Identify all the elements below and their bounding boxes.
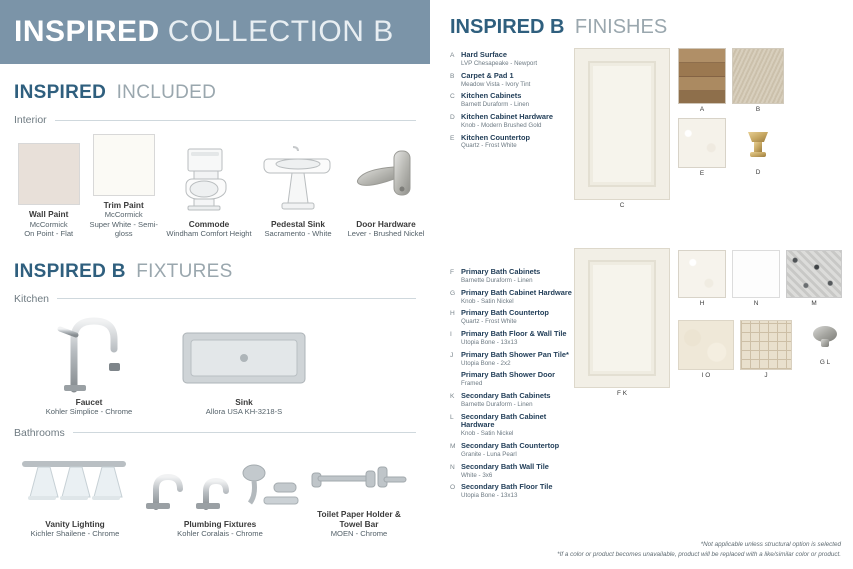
item-name: Vanity Lighting xyxy=(45,519,105,530)
item-name: Toilet Paper Holder & xyxy=(317,508,401,519)
item-wall-paint xyxy=(14,143,83,238)
lvp-swatch xyxy=(678,48,726,104)
legend-name: Primary Bath Cabinet Hardware xyxy=(461,287,572,297)
legend-key: I xyxy=(450,331,452,338)
legend-name: Hard Surface xyxy=(461,50,508,59)
item-sub1: Allora USA KH-3218-S xyxy=(205,407,283,417)
legend-sub: Knob - Satin Nickel xyxy=(460,430,514,438)
item-sub1: Kichler Shailene - Chrome xyxy=(30,529,120,539)
item-sub2: MOEN - Chrome xyxy=(330,529,388,539)
legend-name: Primary Bath Cabinets xyxy=(461,267,541,277)
swatch-label-fk: F K xyxy=(617,390,627,397)
swatch-label-d: D xyxy=(755,169,761,176)
door-lever-icon xyxy=(342,145,430,215)
item-sub1: Windham Comfort Height xyxy=(166,229,252,239)
divider xyxy=(57,298,416,299)
swatch-label-h: H xyxy=(699,300,705,307)
legend-name: Secondary Bath Cabinet Hardware xyxy=(460,411,547,430)
paint-swatch xyxy=(93,134,155,196)
vanity-light-icon xyxy=(14,453,136,515)
legend-name: Secondary Bath Countertop xyxy=(461,441,560,450)
legend-name: Secondary Bath Wall Tile xyxy=(461,461,549,471)
legend-sub: White - 3x6 xyxy=(461,471,493,479)
legend-key: E xyxy=(450,134,455,142)
item-name: Commode xyxy=(188,218,230,229)
legend-key: H xyxy=(450,310,455,318)
item-name: Faucet xyxy=(75,396,103,407)
legend-sub: Utopia Bone - 2x2 xyxy=(461,359,511,367)
bathrooms-subhead xyxy=(14,427,416,439)
finishes-title-bold: INSPIRED B xyxy=(450,16,565,38)
swatch-label-j: J xyxy=(764,372,768,379)
kitchen-subhead-label: Kitchen xyxy=(14,292,50,305)
kitchen-faucet-icon xyxy=(14,309,164,393)
fixtures-title-bold: INSPIRED B xyxy=(14,260,126,282)
swatch-label-c: C xyxy=(619,202,625,209)
legend-name: Kitchen Countertop xyxy=(461,132,530,142)
fixtures-section-title xyxy=(14,261,430,283)
page-banner xyxy=(0,0,430,64)
item-towel-bar xyxy=(304,443,414,539)
item-sub1: McCormick xyxy=(29,219,68,229)
legend-key: L xyxy=(450,413,454,421)
legend-row xyxy=(450,309,580,326)
item-name: Trim Paint xyxy=(103,200,144,210)
item-name: Wall Paint xyxy=(29,209,69,220)
legend-row xyxy=(450,134,570,151)
white-tile-swatch xyxy=(732,250,780,298)
legend-row xyxy=(450,330,580,347)
legend-row xyxy=(450,289,580,306)
legend-row xyxy=(450,442,580,459)
item-trim-paint xyxy=(83,134,164,239)
legend-sub: Barnette Duraform - Linen xyxy=(461,277,533,284)
included-title-bold: INSPIRED xyxy=(14,82,107,103)
swatch-label-gl: G L xyxy=(819,359,831,366)
legend-key: F xyxy=(450,269,455,277)
paint-swatch xyxy=(18,143,80,205)
legend-row xyxy=(450,483,580,500)
mosaic-tile-swatch xyxy=(740,320,792,370)
swatch-label-a: A xyxy=(699,106,705,113)
kitchen-subhead xyxy=(14,293,416,305)
legend-name: Carpet & Pad 1 xyxy=(461,70,514,80)
kitchen-sink-icon xyxy=(164,309,324,393)
quartz-swatch xyxy=(678,250,726,298)
legend-sub: Utopia Bone - 13x13 xyxy=(461,492,518,500)
legend-sub: Barnette Duraform - Linen xyxy=(461,400,533,408)
bath-plumbing-icon xyxy=(136,453,304,515)
legend-name: Primary Bath Floor & Wall Tile xyxy=(461,329,567,338)
swatch-label-n: N xyxy=(753,300,759,307)
legend-key: C xyxy=(450,93,455,101)
kitchen-hardware-sample xyxy=(736,128,780,176)
secondary-bath-wall-tile-sample xyxy=(732,250,780,307)
bath-cabinet-sample xyxy=(574,248,670,397)
item-sub1: McCormick xyxy=(104,210,143,220)
item-name: Sink xyxy=(235,396,253,407)
primary-bath-countertop-sample xyxy=(678,250,726,307)
legend-name: Kitchen Cabinet Hardware xyxy=(461,111,553,121)
footnotes xyxy=(557,540,841,559)
legend-key: G xyxy=(450,289,456,297)
carpet-swatch xyxy=(732,48,784,104)
legend-name: Primary Bath Shower Door xyxy=(461,370,556,380)
swatch-label-m: M xyxy=(811,300,817,307)
legend-key: M xyxy=(450,443,456,450)
finishes-legend-group2 xyxy=(450,268,580,500)
item-vanity-lighting xyxy=(14,453,136,539)
right-column xyxy=(436,0,853,569)
swatch-label-e: E xyxy=(699,170,705,177)
item-sub1: Towel Bar xyxy=(339,519,379,530)
towel-bar-icon xyxy=(304,443,414,505)
bath-items-row xyxy=(14,443,430,539)
kitchen-cabinet-sample xyxy=(574,48,670,209)
granite-swatch xyxy=(786,250,842,298)
legend-sub: Granite - Luna Pearl xyxy=(461,450,517,458)
finishes-section-title xyxy=(450,16,853,39)
legend-sub: Knob - Modern Brushed Gold xyxy=(461,121,542,129)
legend-row xyxy=(450,72,570,89)
legend-key: N xyxy=(450,463,455,471)
legend-row xyxy=(450,268,580,285)
carpet-sample xyxy=(732,48,784,113)
fixtures-title-light: FIXTURES xyxy=(136,260,233,282)
legend-row xyxy=(450,113,570,130)
knob-icon xyxy=(743,128,773,162)
legend-key: J xyxy=(450,351,454,359)
item-commode xyxy=(164,145,254,239)
legend-sub: Quartz - Frost White xyxy=(461,142,517,150)
cabinet-door-swatch xyxy=(574,48,670,200)
legend-key: A xyxy=(450,52,455,59)
item-sub1: Sacramento - White xyxy=(264,229,332,239)
legend-row xyxy=(450,413,580,439)
finishes-title-light: FINISHES xyxy=(574,16,668,38)
swatch-label-b: B xyxy=(755,106,761,113)
cabinet-door-swatch xyxy=(574,248,670,388)
legend-sub: Barnett Duraform - Linen xyxy=(461,101,530,109)
item-name: Plumbing Fixtures xyxy=(183,519,257,530)
legend-sub: Meadow Vista - Ivory Tint xyxy=(461,80,531,88)
legend-row xyxy=(450,371,580,388)
legend-row xyxy=(450,51,570,68)
legend-key: O xyxy=(450,484,456,492)
legend-key: B xyxy=(450,72,455,80)
legend-name: Primary Bath Countertop xyxy=(461,308,549,318)
shower-pan-tile-sample xyxy=(740,320,792,379)
item-sub1: Kohler Coralais - Chrome xyxy=(177,529,263,539)
swatch-label-io: I O xyxy=(701,372,711,379)
item-name: Door Hardware xyxy=(356,218,416,229)
divider xyxy=(55,120,416,121)
item-sub2: On Point - Flat xyxy=(24,229,74,239)
footnote-line-2: *If a color or product becomes unavailable, product will be replaced with a like/similar color or product. xyxy=(557,550,841,558)
legend-key: D xyxy=(450,113,455,121)
legend-key xyxy=(450,371,461,388)
legend-sub: LVP Chesapeake - Newport xyxy=(461,59,538,67)
item-sub1: Lever - Brushed Nickel xyxy=(347,229,425,239)
interior-items-row xyxy=(14,134,430,239)
legend-sub: Utopia Bone - 13x13 xyxy=(461,338,518,346)
legend-row xyxy=(450,351,580,368)
footnote-line-1: *Not applicable unless structural option is selected xyxy=(700,541,841,549)
legend-sub: Framed xyxy=(461,380,483,388)
item-pedestal-sink xyxy=(254,145,342,239)
banner-title-bold: INSPIRED xyxy=(14,15,160,48)
legend-name: Secondary Bath Floor Tile xyxy=(461,482,553,492)
item-sub1: Kohler Simplice - Chrome xyxy=(45,407,133,417)
legend-key: K xyxy=(450,392,455,400)
item-door-hardware xyxy=(342,145,430,239)
legend-name: Kitchen Cabinets xyxy=(461,91,522,101)
included-section-title xyxy=(14,82,430,104)
legend-sub: Knob - Satin Nickel xyxy=(461,297,514,305)
bath-hardware-sample xyxy=(802,322,848,366)
pedestal-sink-icon xyxy=(254,145,342,215)
item-plumbing-fixtures xyxy=(136,453,304,539)
bone-tile-swatch xyxy=(678,320,734,370)
quartz-swatch xyxy=(678,118,726,168)
interior-subhead xyxy=(14,114,416,126)
hard-surface-sample xyxy=(678,48,726,113)
legend-row xyxy=(450,463,580,480)
divider xyxy=(73,432,416,433)
legend-row xyxy=(450,392,580,409)
legend-name: Primary Bath Shower Pan Tile* xyxy=(461,349,569,359)
item-name: Pedestal Sink xyxy=(271,218,325,229)
finishes-legend-group1 xyxy=(450,51,570,150)
legend-sub: Quartz - Frost White xyxy=(461,318,517,326)
item-sub2: Super White - Semi-gloss xyxy=(89,219,158,239)
toilet-icon xyxy=(164,145,254,215)
banner-title-light: COLLECTION B xyxy=(167,15,394,48)
item-kitchen-faucet xyxy=(14,309,164,417)
kitchen-items-row xyxy=(14,309,430,417)
kitchen-countertop-sample xyxy=(678,118,726,177)
interior-subhead-label: Interior xyxy=(14,114,47,126)
bathrooms-subhead-label: Bathrooms xyxy=(14,426,65,439)
included-title-light: INCLUDED xyxy=(116,82,217,103)
legend-row xyxy=(450,92,570,109)
utopia-bone-tile-sample xyxy=(678,320,734,379)
item-kitchen-sink xyxy=(164,309,324,417)
secondary-bath-countertop-sample xyxy=(786,250,842,307)
knob-icon xyxy=(808,322,842,352)
legend-name: Secondary Bath Cabinets xyxy=(461,390,551,400)
